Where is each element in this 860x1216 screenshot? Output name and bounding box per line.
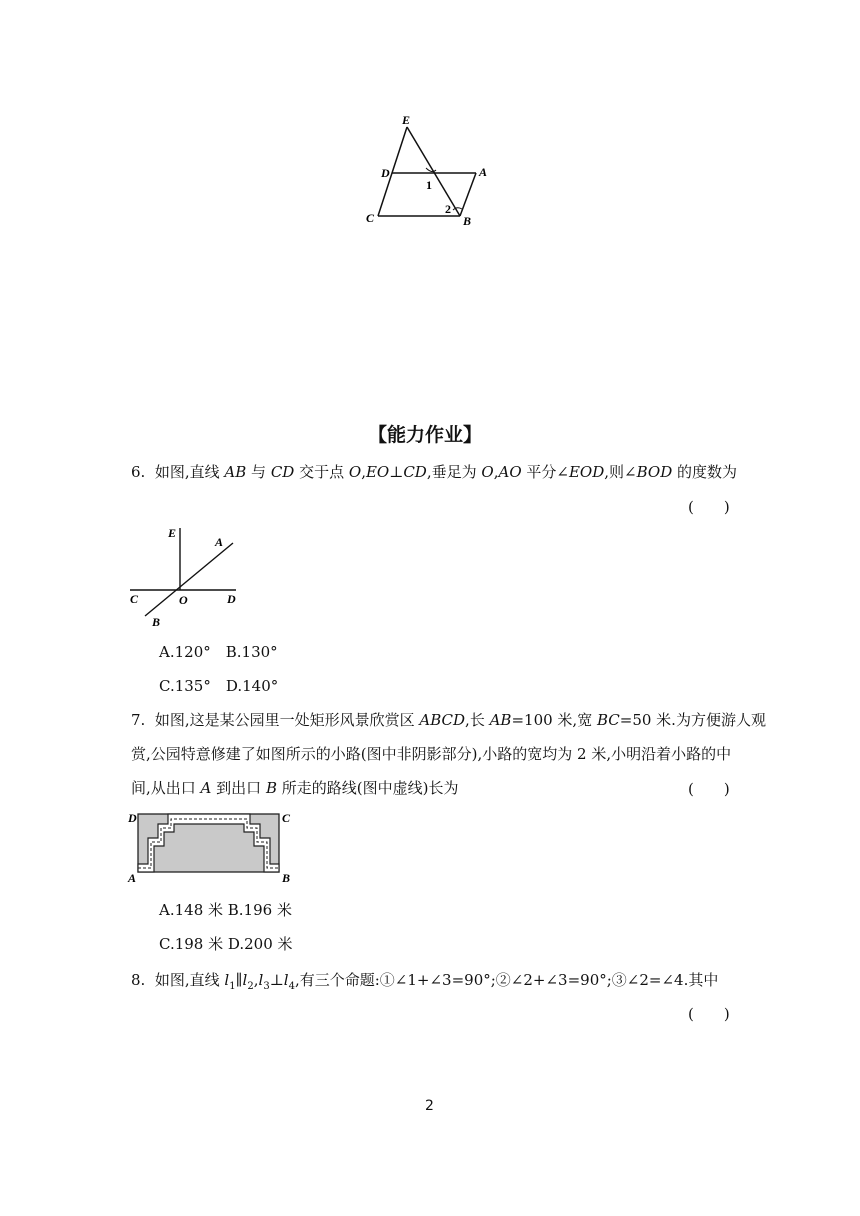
label-a: A: [215, 535, 224, 549]
q6-cd: CD: [403, 463, 427, 481]
label-d: D: [128, 811, 137, 825]
q8-l: l: [283, 971, 289, 989]
q8-text: ,: [253, 971, 259, 989]
q8-text: ⊥: [269, 971, 284, 989]
q7-options-row1: A.148 米 B.196 米: [159, 901, 292, 919]
q6-text: ,则∠: [604, 463, 637, 481]
q7-options-row2: C.198 米 D.200 米: [159, 935, 293, 953]
label-b: B: [152, 615, 161, 629]
q7-text: 到出口: [211, 779, 266, 797]
q6-text: 平分∠: [521, 463, 569, 481]
q6-answer-blank[interactable]: ( ): [688, 498, 730, 516]
label-c: C: [282, 811, 291, 825]
q7-ab: AB: [489, 711, 512, 729]
label-b: B: [463, 214, 472, 228]
q6-bod: BOD: [636, 463, 673, 481]
q6-o: O: [481, 463, 494, 481]
q6-cd: CD: [270, 463, 295, 481]
q6-text: 如图,直线: [154, 463, 225, 481]
q6-text: 与: [246, 463, 271, 481]
label-o: O: [179, 593, 188, 607]
q7-a: A: [200, 779, 212, 797]
figure-q7-park: [125, 806, 295, 886]
q6-ao: AO: [498, 463, 522, 481]
q7-abcd: ABCD: [419, 711, 466, 729]
q6-text: 交于点: [294, 463, 349, 481]
label-a: A: [479, 165, 488, 179]
figure-parallelogram: [355, 108, 505, 233]
q8-l: l: [258, 971, 264, 989]
q6-options-row2: C.135° D.140°: [159, 677, 279, 695]
q7-stem-line3: [131, 778, 458, 798]
q6-eod: EOD: [568, 463, 605, 481]
q8-text: ,有三个命题:①∠1+∠3=90°;②∠2+∠3=90°;③∠2=∠4.其中: [294, 971, 719, 989]
label-d: D: [227, 592, 236, 606]
q6-text: ,: [493, 463, 499, 481]
q7-text: 所走的路线(图中虚线)长为: [276, 779, 459, 797]
q6-o: O: [348, 463, 362, 481]
label-c: C: [130, 592, 139, 606]
q8-sub: 1: [229, 981, 236, 992]
q7-text: ,长: [465, 711, 490, 729]
q8-answer-blank[interactable]: ( ): [688, 1005, 730, 1023]
q6-text: ,垂足为: [426, 463, 482, 481]
q8-text: ∥: [235, 971, 243, 989]
q8-sub: 4: [288, 981, 295, 992]
line-ab: [460, 173, 476, 216]
q8-text: 如图,直线: [154, 971, 225, 989]
label-b: B: [282, 871, 291, 885]
q6-options-row1: A.120° B.130°: [159, 643, 278, 661]
q7-text: =50 米.为方便游人观: [619, 711, 766, 729]
label-angle-1: 1: [426, 178, 432, 192]
q8-stem: [131, 970, 718, 997]
q7-stem-line2: 赏,公园特意修建了如图所示的小路(图中非阴影部分),小路的宽均为 2 米,小明沿着小路的中: [131, 745, 732, 763]
line-ab: [145, 543, 233, 616]
label-c: C: [366, 211, 375, 225]
q6-stem: [131, 462, 737, 482]
label-e: E: [168, 526, 177, 540]
q7-text: 如图,这是某公园里一处矩形风景欣赏区: [154, 711, 420, 729]
angle2-arc: [453, 208, 462, 210]
q8-number: 8.: [131, 971, 146, 989]
q6-text: ,: [361, 463, 366, 481]
q7-b: B: [265, 779, 277, 797]
figure-q6-lines: [125, 520, 250, 632]
page-number: 2: [425, 1098, 434, 1114]
q7-number: 7.: [131, 711, 146, 729]
label-e: E: [402, 113, 411, 127]
q8-sub: 2: [247, 981, 254, 992]
label-angle-2: 2: [445, 202, 451, 216]
q6-text: ⊥: [389, 463, 404, 481]
q6-number: 6.: [131, 463, 146, 481]
q8-l: l: [224, 971, 230, 989]
q7-answer-blank[interactable]: ( ): [688, 780, 730, 798]
q8-l: l: [242, 971, 248, 989]
q6-ab: AB: [224, 463, 247, 481]
section-title: 【能力作业】: [368, 424, 483, 446]
q6-text: 的度数为: [672, 463, 737, 481]
q6-eo: EO: [365, 463, 390, 481]
q7-stem-line1: [131, 710, 766, 730]
q8-sub: 3: [263, 981, 270, 992]
q7-text: 间,从出口: [131, 779, 201, 797]
label-d: D: [381, 166, 390, 180]
label-a: A: [128, 871, 137, 885]
q7-bc: BC: [596, 711, 620, 729]
q7-text: =100 米,宽: [511, 711, 597, 729]
